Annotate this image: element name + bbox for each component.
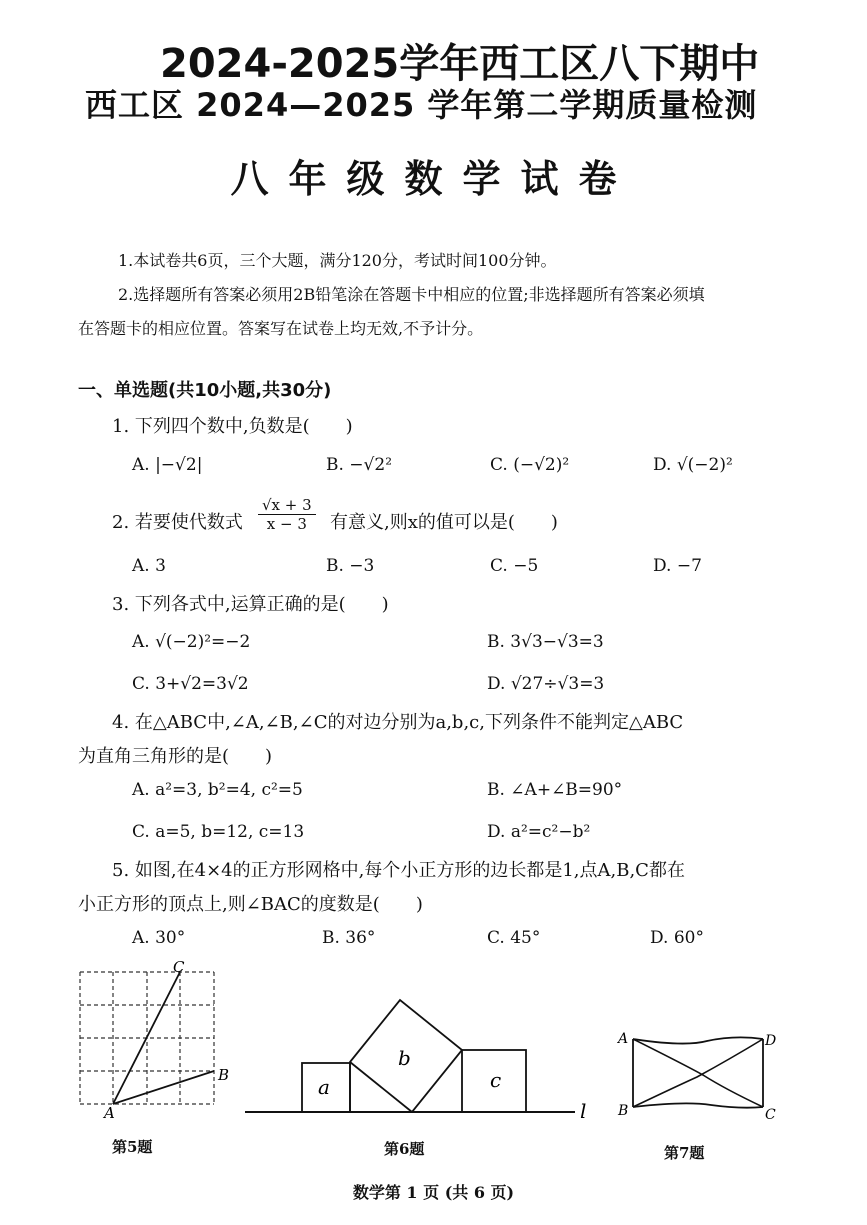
question-1-option-c: C. (−√2)² — [490, 455, 570, 475]
square-a-label: a — [318, 1075, 330, 1099]
question-4-option-b: B. ∠A+∠B=90° — [487, 780, 623, 800]
question-2-stem-post: 有意义,则x的值可以是( ) — [330, 512, 558, 533]
question-2-option-b: B. −3 — [326, 556, 375, 576]
question-5-stem: 5. 如图,在4×4的正方形网格中,每个小正方形的边长都是1,点A,B,C都在 — [112, 860, 685, 881]
figure-6-squares — [240, 995, 600, 1125]
point-b-label: B — [618, 1103, 629, 1119]
figure-5-caption: 第5题 — [112, 1138, 153, 1156]
line-l-label: l — [580, 1099, 587, 1123]
question-4-option-c: C. a=5, b=12, c=13 — [132, 822, 305, 842]
question-3-option-b: B. 3√3−√3=3 — [487, 632, 604, 652]
question-2-stem-pre: 2. 若要使代数式 — [112, 512, 243, 533]
figure-6-caption: 第6题 — [384, 1140, 425, 1158]
edge-ad — [633, 1037, 763, 1043]
question-5-option-b: B. 36° — [322, 928, 376, 948]
fraction-numerator: √x + 3 — [258, 496, 316, 515]
exam-title-sub: 西工区 2024—2025 学年第二学期质量检测 — [85, 86, 758, 124]
figure-7-rectangle — [615, 1025, 785, 1125]
question-3-option-a: A. √(−2)²=−2 — [132, 632, 251, 652]
question-1-option-b: B. −√2² — [326, 455, 393, 475]
question-4-option-d: D. a²=c²−b² — [487, 822, 591, 842]
question-3-option-d: D. √27÷√3=3 — [487, 674, 605, 694]
question-2-option-d: D. −7 — [653, 556, 702, 576]
point-a-label: A — [618, 1031, 629, 1047]
point-a-label: A — [104, 1104, 115, 1120]
figure-7-caption: 第7题 — [664, 1144, 705, 1162]
point-c-label: C — [765, 1107, 776, 1123]
fraction-denominator: x − 3 — [266, 515, 307, 533]
note-1: 1.本试卷共6页，三个大题，满分120分，考试时间100分钟。 — [118, 251, 557, 270]
exam-title-main: 2024-2025学年西工区八下期中 — [160, 41, 760, 87]
note-2: 2.选择题所有答案必须用2B铅笔涂在答题卡中相应的位置;非选择题所有答案必须填 — [118, 285, 705, 304]
square-b-label: b — [398, 1046, 411, 1070]
question-1-option-a: A. |−√2| — [132, 455, 203, 475]
diagonal-ac — [633, 1039, 763, 1107]
question-2-fraction — [258, 496, 316, 533]
point-d-label: D — [765, 1033, 777, 1049]
question-4-option-a: A. a²=3, b²=4, c²=5 — [132, 780, 303, 800]
exam-subject-title: 八年级数学试卷 — [230, 157, 637, 201]
square-c-label: c — [490, 1068, 502, 1092]
question-3-option-c: C. 3+√2=3√2 — [132, 674, 249, 694]
edge-bc — [633, 1103, 763, 1107]
question-4-stem: 4. 在△ABC中,∠A,∠B,∠C的对边分别为a,b,c,下列条件不能判定△ABC — [112, 712, 684, 733]
question-1-option-d: D. √(−2)² — [653, 455, 733, 475]
question-5-option-d: D. 60° — [650, 928, 704, 948]
section-title: 一、单选题(共10小题,共30分) — [78, 380, 332, 401]
point-b-label: B — [218, 1066, 230, 1084]
page-footer: 数学第 1 页 (共 6 页) — [352, 1183, 515, 1202]
question-5-option-a: A. 30° — [132, 928, 186, 948]
question-2-option-a: A. 3 — [132, 556, 166, 576]
note-2-cont: 在答题卡的相应位置。答案写在试卷上均无效,不予计分。 — [78, 319, 484, 338]
question-4-stem-cont: 为直角三角形的是( ) — [78, 746, 273, 767]
question-5-option-c: C. 45° — [487, 928, 541, 948]
question-1-stem: 1. 下列四个数中,负数是( ) — [112, 416, 353, 437]
question-5-stem-cont: 小正方形的顶点上,则∠BAC的度数是( ) — [78, 894, 423, 915]
point-c-label: C — [173, 960, 185, 976]
question-2-option-c: C. −5 — [490, 556, 539, 576]
question-3-stem: 3. 下列各式中,运算正确的是( ) — [112, 594, 389, 615]
figure-5-grid — [70, 960, 240, 1120]
